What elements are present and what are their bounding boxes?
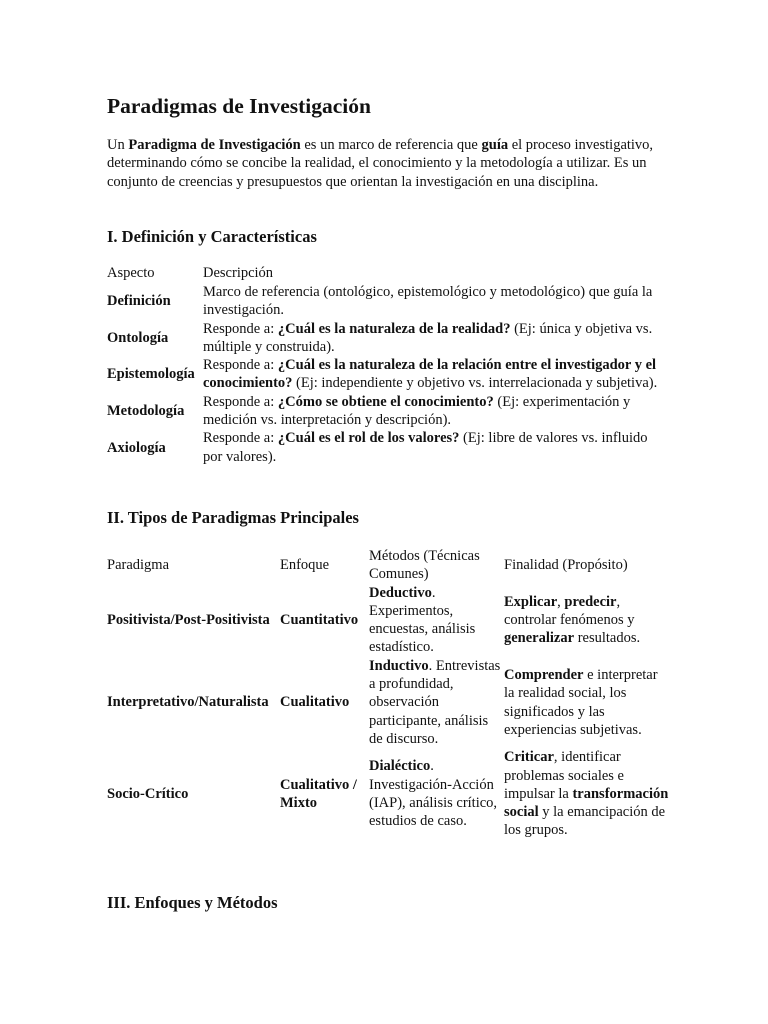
section-heading-enfoques: III. Enfoques y Métodos <box>107 893 278 912</box>
aspect-cell: Epistemología <box>107 366 195 383</box>
methods-cell: Deductivo. Experimentos, encuestas, análisis estadístico. <box>369 584 476 656</box>
intro-paragraph: Un Paradigma de Investigación es un marco de referencia que guía el proceso investigativo, determinando cómo se concibe la realidad, el conocimiento y la metodología a utilizar. Es un conjunto de creencias y presupuestos que orientan la investigación en una disciplina. <box>107 137 654 190</box>
definition-table <box>107 264 669 466</box>
bold-text: Dialéctico <box>369 758 431 775</box>
paradigms-table <box>107 547 669 840</box>
bold-text: Criticar <box>504 749 554 766</box>
table-row <box>107 429 669 466</box>
bold-text: transformación social <box>504 785 669 821</box>
paradigm-cell: Positivista/Post-Positivista <box>107 612 270 629</box>
purpose-cell: Comprender e interpretar la realidad social, los significados y las experiencias subjetivas. <box>504 666 658 738</box>
table-row <box>107 584 669 657</box>
table-row <box>107 393 669 430</box>
column-header: Finalidad (Propósito) <box>504 557 628 574</box>
column-header: Métodos (Técnicas Comunes) <box>369 548 480 583</box>
table-header-row <box>107 264 669 283</box>
aspect-cell: Definición <box>107 293 171 310</box>
table-row <box>107 657 669 748</box>
aspect-cell: Ontología <box>107 329 169 346</box>
aspect-cell: Metodología <box>107 402 185 419</box>
bold-text: Comprender <box>504 666 584 683</box>
table-row <box>107 748 669 839</box>
description-cell: Responde a: ¿Cuál es la naturaleza de la relación entre el investigador y el conocimiento? (Ej: independiente y objetivo vs. interrelacionada y subjetiva). <box>203 357 658 392</box>
bold-text: Inductivo <box>369 657 429 674</box>
bold-text: generalizar <box>504 630 575 647</box>
methods-cell: Dialéctico. Investigación-Acción (IAP), análisis crítico, estudios de caso. <box>369 758 498 830</box>
column-header: Enfoque <box>280 557 330 574</box>
description-cell: Responde a: ¿Cómo se obtiene el conocimiento? (Ej: experimentación y medición vs. interpretación y descripción). <box>203 393 631 429</box>
bold-text: Deductivo <box>369 584 432 601</box>
approach-cell: Cualitativo <box>280 694 350 711</box>
paradigm-cell: Interpretativo/Naturalista <box>107 694 269 711</box>
aspect-cell: Axiología <box>107 439 166 456</box>
table-row <box>107 320 669 357</box>
column-header: Descripción <box>203 265 274 282</box>
section-heading-definicion: I. Definición y Características <box>107 227 317 246</box>
approach-cell: Cualitativo / Mixto <box>280 776 357 811</box>
description-cell: Marco de referencia (ontológico, epistemológico y metodológico) que guía la investigación. <box>203 284 653 319</box>
methods-cell: Inductivo. Entrevistas a profundidad, observación participante, análisis de discurso. <box>369 657 501 747</box>
description-cell: Responde a: ¿Cuál es el rol de los valores? (Ej: libre de valores vs. influido por valores). <box>203 430 648 465</box>
bold-text: Explicar <box>504 593 558 610</box>
section-heading-tipos: II. Tipos de Paradigmas Principales <box>107 508 359 527</box>
column-header: Aspecto <box>107 265 155 282</box>
paradigm-cell: Socio-Crítico <box>107 785 189 802</box>
bold-text: ¿Cuál es la naturaleza de la realidad? <box>277 320 511 337</box>
bold-text: ¿Cuál es el rol de los valores? <box>277 430 460 447</box>
bold-text: Paradigma de Investigación <box>128 137 301 153</box>
description-cell: Responde a: ¿Cuál es la naturaleza de la realidad? (Ej: única y objetiva vs. múltiple y construida). <box>203 320 653 355</box>
bold-text: guía <box>481 137 509 153</box>
table-header-row <box>107 547 669 584</box>
bold-text: predecir <box>564 593 617 610</box>
document-title: Paradigmas de Investigación <box>107 94 371 118</box>
bold-text: ¿Cómo se obtiene el conocimiento? <box>277 393 494 410</box>
table-row <box>107 356 669 393</box>
column-header: Paradigma <box>107 557 170 574</box>
bold-text: ¿Cuál es la naturaleza de la relación entre el investigador y el conocimiento? <box>203 357 657 392</box>
purpose-cell: Criticar, identificar problemas sociales e impulsar la transformación social y la emancipación de los grupos. <box>504 749 669 839</box>
approach-cell: Cuantitativo <box>280 612 359 629</box>
table-row <box>107 283 669 320</box>
purpose-cell: Explicar, predecir, controlar fenómenos y generalizar resultados. <box>504 593 641 647</box>
